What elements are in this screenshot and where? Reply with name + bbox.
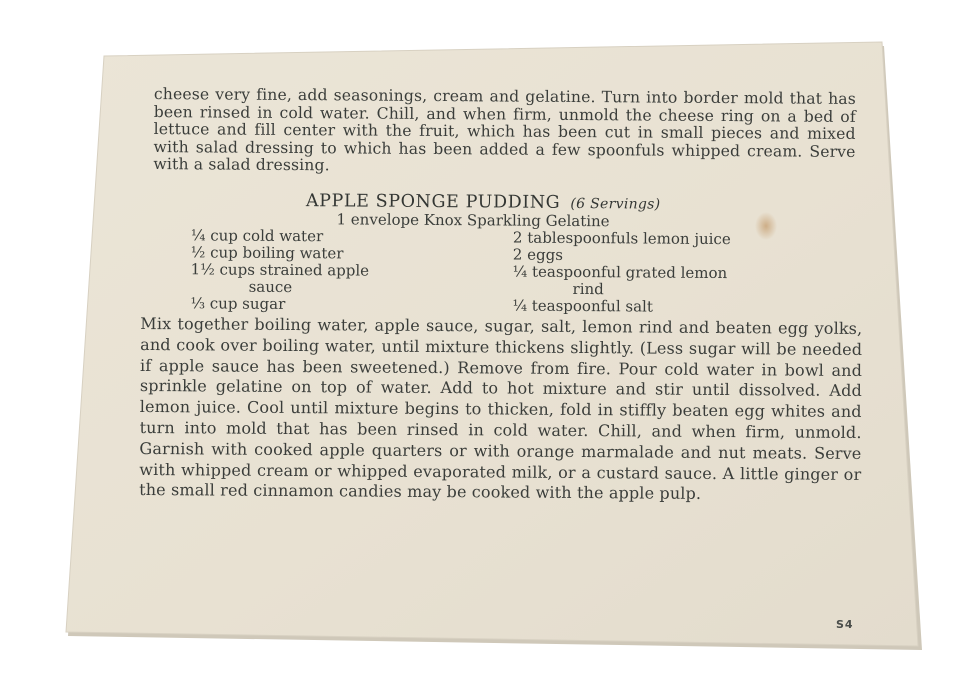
gelatine-line: 1 envelope Knox Sparkling Gelatine bbox=[336, 210, 610, 231]
ingredient-item: ¼ cup cold water bbox=[190, 226, 324, 246]
recipe-servings: (6 Servings) bbox=[570, 195, 661, 213]
ingredients-left-column bbox=[146, 227, 465, 314]
method-paragraph: Mix together boiling water, apple sauce, sugar, salt, lemon rind and beaten egg yolks, and cook over boiling water, until mixture thickens slightly. (Less sugar will be needed if apple sauce has been sweetened.) Remove from fire. Pour cold water in bowl and sprinkle gelatine on top of water. Add to hot mixture and stir until dissolved. Add lemon juice. Cool until mixture begins to thicken, fold in stiffly beaten egg whites and turn into mold that has been rinsed in cold water. Chill, and when firm, unmold. Garnish with cooked apple quarters or with orange marmalade and nut meats. Serve with whipped cream or whipped evaporated milk, or a custard sauce. A little ginger or the small red cinnamon candies may be cooked with the apple pulp. bbox=[139, 313, 863, 504]
ingredient-item: 2 eggs bbox=[512, 245, 563, 264]
card-text bbox=[139, 85, 863, 506]
ingredient-item: 1½ cups strained apple sauce bbox=[190, 260, 370, 296]
ingredients-right-column bbox=[464, 229, 825, 317]
card-code: S4 bbox=[836, 618, 854, 631]
ingredient-item: ½ cup boiling water bbox=[190, 243, 344, 263]
recipe-title-text: APPLE SPONGE PUDDING bbox=[305, 191, 561, 213]
ingredient-item: ⅓ cup sugar bbox=[190, 294, 286, 313]
intro-paragraph: cheese very fine, add seasonings, cream and gelatine. Turn into border mold that has been rinsed in cold water. Chill, and when firm, unmold the cheese ring on a bed of lettuce and fill center with the fruit, which has been cut in small pieces and mixed with salad dressing to which has been added a few spoonfuls whipped cream. Serve with a salad dressing. bbox=[153, 85, 856, 175]
ingredients-list bbox=[146, 227, 859, 317]
ingredient-item: 2 tablespoonfuls lemon juice bbox=[512, 228, 731, 249]
ingredient-item: ¼ teaspoonful grated lemon rind bbox=[512, 262, 728, 299]
ingredient-item: ¼ teaspoonful salt bbox=[512, 296, 653, 316]
